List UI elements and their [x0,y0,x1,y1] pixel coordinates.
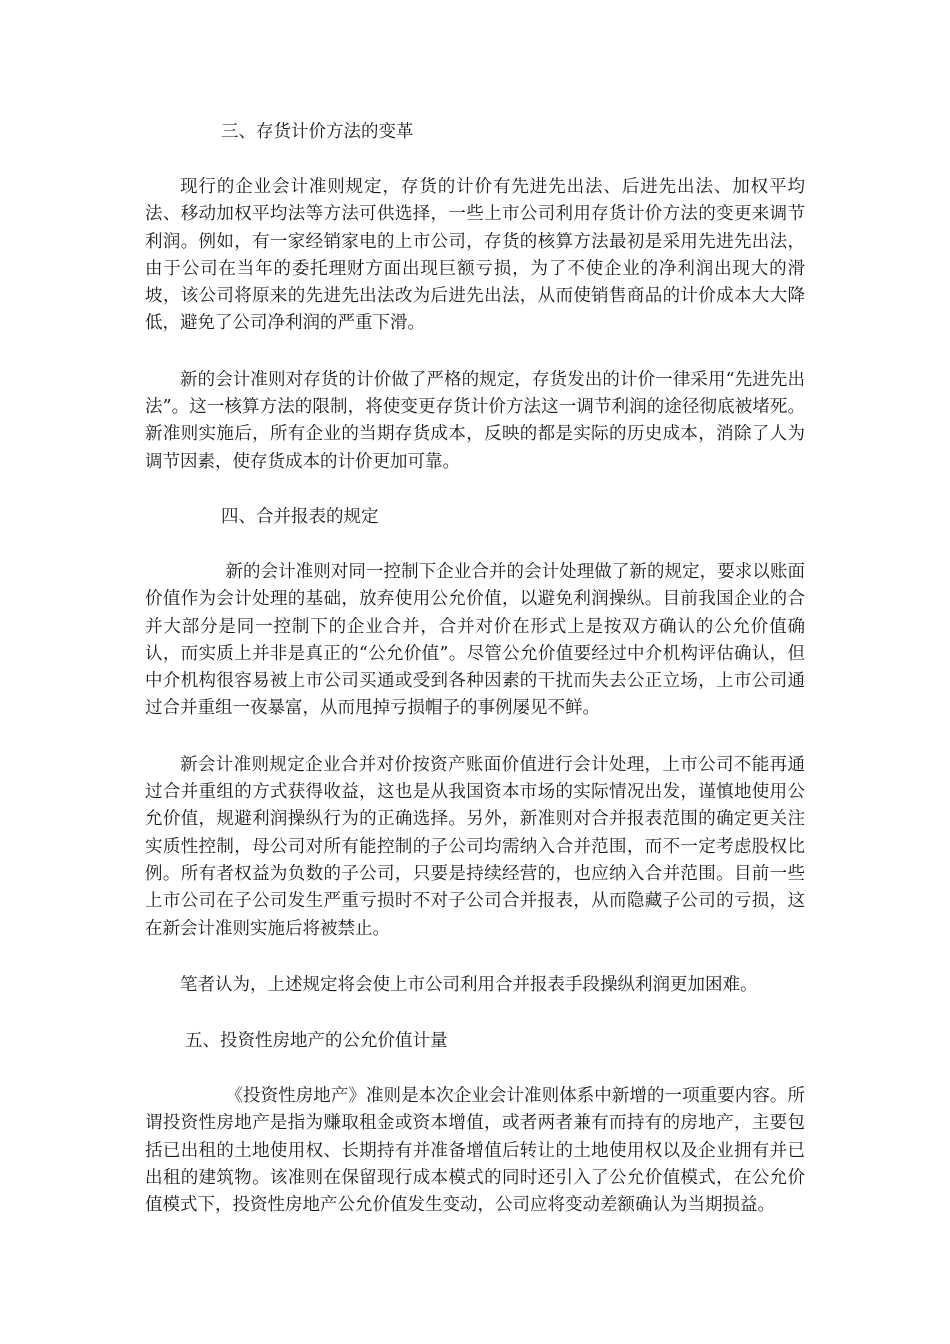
paragraph: 笔者认为，上述规定将会使上市公司利用合并报表手段操纵利润更加困难。 [180,974,758,995]
paragraph: 《投资性房地产》准则是本次企业会计准则体系中新增的一项重要内容。所谓投资性房地产是指为赚取租金或资本增值，或者两者兼有而持有的房地产，主要包括已出租的土地使用权、长期持有并准备增值后转让的土地使用权以及企业拥有并已出租的建筑物。该准则在保留现行成本模式的同时还引入了公允价值模式，在公允价值模式下，投资性房地产公允价值发生变动，公司应将变动差额确认为当期损益。 [145,1086,805,1216]
paragraph: 新的会计准则对同一控制下企业合并的会计处理做了新的规定，要求以账面价值作为会计处理的基础，放弃使用公允价值，以避免利润操纵。目前我国企业的合并大部分是同一控制下的企业合并，合并对价在形式上是按双方确认的公允价值确认，而实质上并非是真正的“公允价值”。尽管公允价值要经过中介机构评估确认，但中介机构很容易被上市公司买通或受到各种因素的干扰而失去公正立场，上市公司通过合并重组一夜暴富，从而甩掉亏损帽子的事例屡见不鲜。 [145,561,805,719]
paragraph: 现行的企业会计准则规定，存货的计价有先进先出法、后进先出法、加权平均法、移动加权平均法等方法可供选择，一些上市公司利用存货计价方法的变更来调节利润。例如，有一家经销家电的上市公司，存货的核算方法最初是采用先进先出法，由于公司在当年的委托理财方面出现巨额亏损，为了不使企业的净利润出现大的滑坡，该公司将原来的先进先出法改为后进先出法，从而使销售商品的计价成本大大降低，避免了公司净利润的严重下滑。 [145,177,805,334]
section-heading-5: 五、投资性房地产的公允价值计量 [185,1031,448,1052]
paragraph: 新的会计准则对存货的计价做了严格的规定，存货发出的计价一律采用“先进先出法”。这一核算方法的限制，将使变更存货计价方法这一调节利润的途径彻底被堵死。新准则实施后，所有企业的当期存货成本，反映的都是实际的历史成本，消除了人为调节因素，使存货成本的计价更加可靠。 [145,369,805,472]
section-heading-3: 三、存货计价方法的变革 [221,122,414,142]
section-heading-4: 四、合并报表的规定 [221,506,379,527]
paragraph: 新会计准则规定企业合并对价按资产账面价值进行会计处理，上市公司不能再通过合并重组的方式获得收益，这也是从我国资本市场的实际情况出发，谨慎地使用公允价值，规避利润操纵行为的正确选择。另外，新准则对合并报表范围的确定更关注实质性控制，母公司对所有能控制的子公司均需纳入合并范围，而不一定考虑股权比例。所有者权益为负数的子公司，只要是持续经营的，也应纳入合并范围。目前一些上市公司在子公司发生严重亏损时不对子公司合并报表，从而隐藏子公司的亏损，这在新会计准则实施后将被禁止。 [145,754,805,939]
document-page [145,118,805,1220]
